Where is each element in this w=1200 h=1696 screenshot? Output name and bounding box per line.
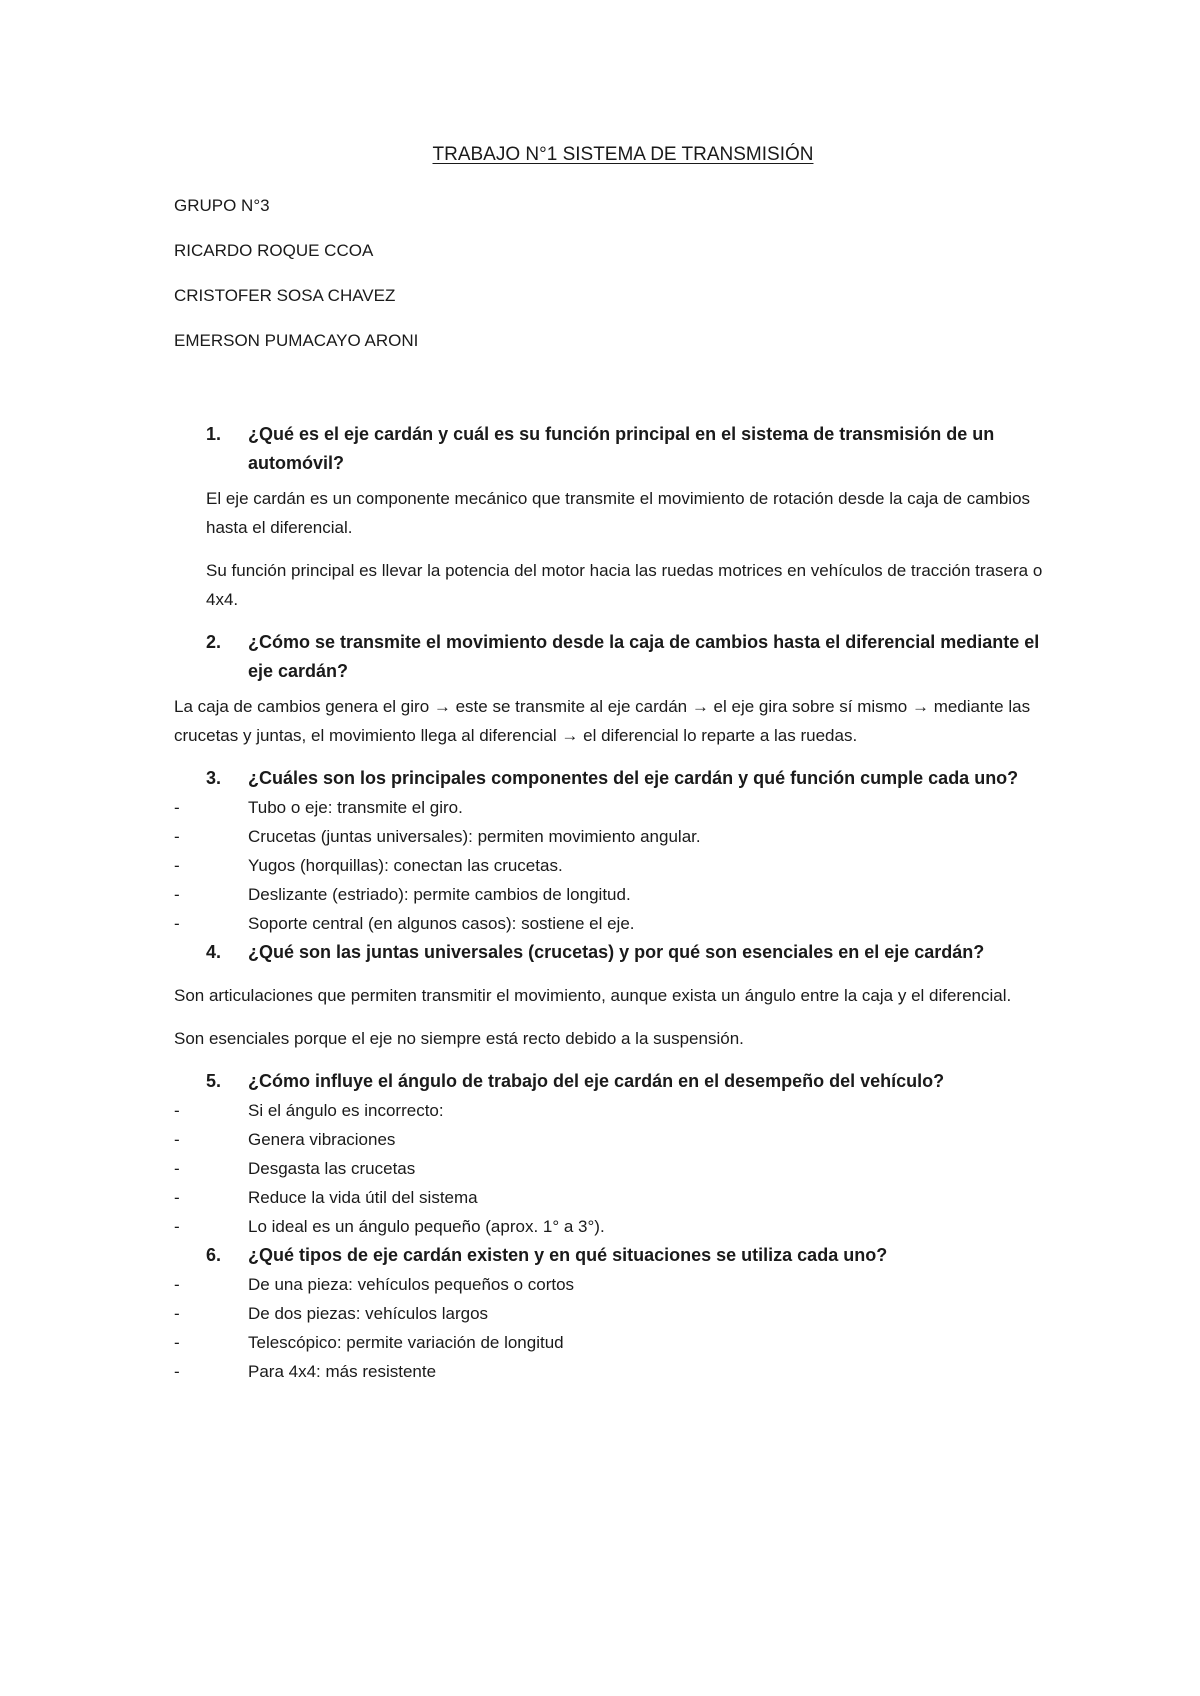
list-item bbox=[174, 1125, 1054, 1154]
dash-marker: - bbox=[174, 1333, 180, 1352]
question-heading bbox=[174, 1241, 1054, 1270]
question-number: 2. bbox=[206, 632, 222, 652]
list-item bbox=[174, 1212, 1054, 1241]
list-item-text: De una pieza: vehículos pequeños o cortos bbox=[248, 1275, 575, 1294]
dash-marker: - bbox=[174, 1101, 180, 1120]
list-item bbox=[174, 1183, 1054, 1212]
dash-marker: - bbox=[174, 1217, 180, 1236]
question-number: 4. bbox=[206, 942, 222, 962]
list-item bbox=[174, 1357, 1054, 1386]
dash-marker: - bbox=[174, 798, 180, 817]
question-text: ¿Qué son las juntas universales (crucetas) y por qué son esenciales en el eje cardán? bbox=[248, 942, 985, 962]
list-item-text: De dos piezas: vehículos largos bbox=[248, 1304, 489, 1323]
group-number: GRUPO N°3 bbox=[174, 196, 270, 215]
member-name: EMERSON PUMACAYO ARONI bbox=[174, 331, 419, 350]
dash-marker: - bbox=[174, 885, 180, 904]
list-item bbox=[174, 909, 1054, 938]
list-item bbox=[174, 1299, 1054, 1328]
list-item-text: Para 4x4: más resistente bbox=[248, 1362, 437, 1381]
list-item bbox=[174, 1328, 1054, 1357]
list-item bbox=[174, 851, 1054, 880]
dash-marker: - bbox=[174, 1188, 180, 1207]
list-item-text: Yugos (horquillas): conectan las crucetas. bbox=[248, 856, 563, 875]
answer-block bbox=[174, 692, 1054, 750]
answer-block bbox=[174, 981, 1054, 1053]
member-name: RICARDO ROQUE CCOA bbox=[174, 241, 374, 260]
question-heading bbox=[174, 764, 1054, 793]
list-item bbox=[174, 822, 1054, 851]
list-item-text: Soporte central (en algunos casos): sostiene el eje. bbox=[248, 914, 635, 933]
member-name: CRISTOFER SOSA CHAVEZ bbox=[174, 286, 396, 305]
dash-marker: - bbox=[174, 1362, 180, 1381]
list-item-text: Lo ideal es un ángulo pequeño (aprox. 1° a 3°). bbox=[248, 1217, 605, 1236]
answer-paragraph: El eje cardán es un componente mecánico que transmite el movimiento de rotación desde la caja de cambios hasta el diferencial. bbox=[206, 489, 1031, 537]
list-item bbox=[174, 793, 1054, 822]
list-item bbox=[174, 1096, 1054, 1125]
dash-marker: - bbox=[174, 914, 180, 933]
question-number: 1. bbox=[206, 424, 222, 444]
angle-effects-list bbox=[174, 1096, 1054, 1241]
question-text: ¿Qué es el eje cardán y cuál es su función principal en el sistema de transmisión de un automóvil? bbox=[248, 424, 995, 473]
question-heading bbox=[174, 628, 1054, 686]
list-item-text: Tubo o eje: transmite el giro. bbox=[248, 798, 463, 817]
document-title: TRABAJO N°1 SISTEMA DE TRANSMISIÓN bbox=[432, 144, 814, 165]
answer-paragraph: Su función principal es llevar la potencia del motor hacia las ruedas motrices en vehículos de tracción trasera o 4x4. bbox=[206, 561, 1043, 609]
question-heading bbox=[174, 938, 1054, 967]
dash-marker: - bbox=[174, 827, 180, 846]
questions-section bbox=[174, 420, 1054, 1386]
question-text: ¿Cómo se transmite el movimiento desde la caja de cambios hasta el diferencial mediante el eje cardán? bbox=[248, 632, 1040, 681]
dash-marker: - bbox=[174, 1159, 180, 1178]
answer-paragraph: Son esenciales porque el eje no siempre está recto debido a la suspensión. bbox=[174, 1029, 744, 1048]
list-item-text: Reduce la vida útil del sistema bbox=[248, 1188, 478, 1207]
dash-marker: - bbox=[174, 856, 180, 875]
question-number: 6. bbox=[206, 1245, 222, 1265]
answer-paragraph: Son articulaciones que permiten transmitir el movimiento, aunque exista un ángulo entre la caja y el diferencial. bbox=[174, 986, 1012, 1005]
list-item-text: Deslizante (estriado): permite cambios de longitud. bbox=[248, 885, 631, 904]
list-item-text: Telescópico: permite variación de longitud bbox=[248, 1333, 564, 1352]
shaft-types-list bbox=[174, 1270, 1054, 1386]
answer-paragraph: La caja de cambios genera el giro → este se transmite al eje cardán → el eje gira sobre sí mismo → mediante las crucetas y juntas, el movimiento llega al diferencial → el diferencial lo reparte a las ruedas. bbox=[174, 697, 1031, 745]
question-heading bbox=[174, 1067, 1054, 1096]
dash-marker: - bbox=[174, 1275, 180, 1294]
list-item bbox=[174, 1154, 1054, 1183]
list-item bbox=[174, 1270, 1054, 1299]
components-list bbox=[174, 793, 1054, 938]
question-number: 3. bbox=[206, 768, 222, 788]
dash-marker: - bbox=[174, 1304, 180, 1323]
question-text: ¿Qué tipos de eje cardán existen y en qué situaciones se utiliza cada uno? bbox=[248, 1245, 888, 1265]
question-text: ¿Cómo influye el ángulo de trabajo del eje cardán en el desempeño del vehículo? bbox=[248, 1071, 945, 1091]
question-heading bbox=[174, 420, 1054, 478]
list-item bbox=[174, 880, 1054, 909]
answer-block bbox=[174, 484, 1054, 614]
list-item-text: Genera vibraciones bbox=[248, 1130, 396, 1149]
question-number: 5. bbox=[206, 1071, 222, 1091]
list-item-text: Si el ángulo es incorrecto: bbox=[248, 1101, 444, 1120]
list-item-text: Crucetas (juntas universales): permiten movimiento angular. bbox=[248, 827, 701, 846]
question-text: ¿Cuáles son los principales componentes del eje cardán y qué función cumple cada uno? bbox=[248, 768, 1019, 788]
group-members bbox=[174, 196, 418, 376]
dash-marker: - bbox=[174, 1130, 180, 1149]
list-item-text: Desgasta las crucetas bbox=[248, 1159, 416, 1178]
